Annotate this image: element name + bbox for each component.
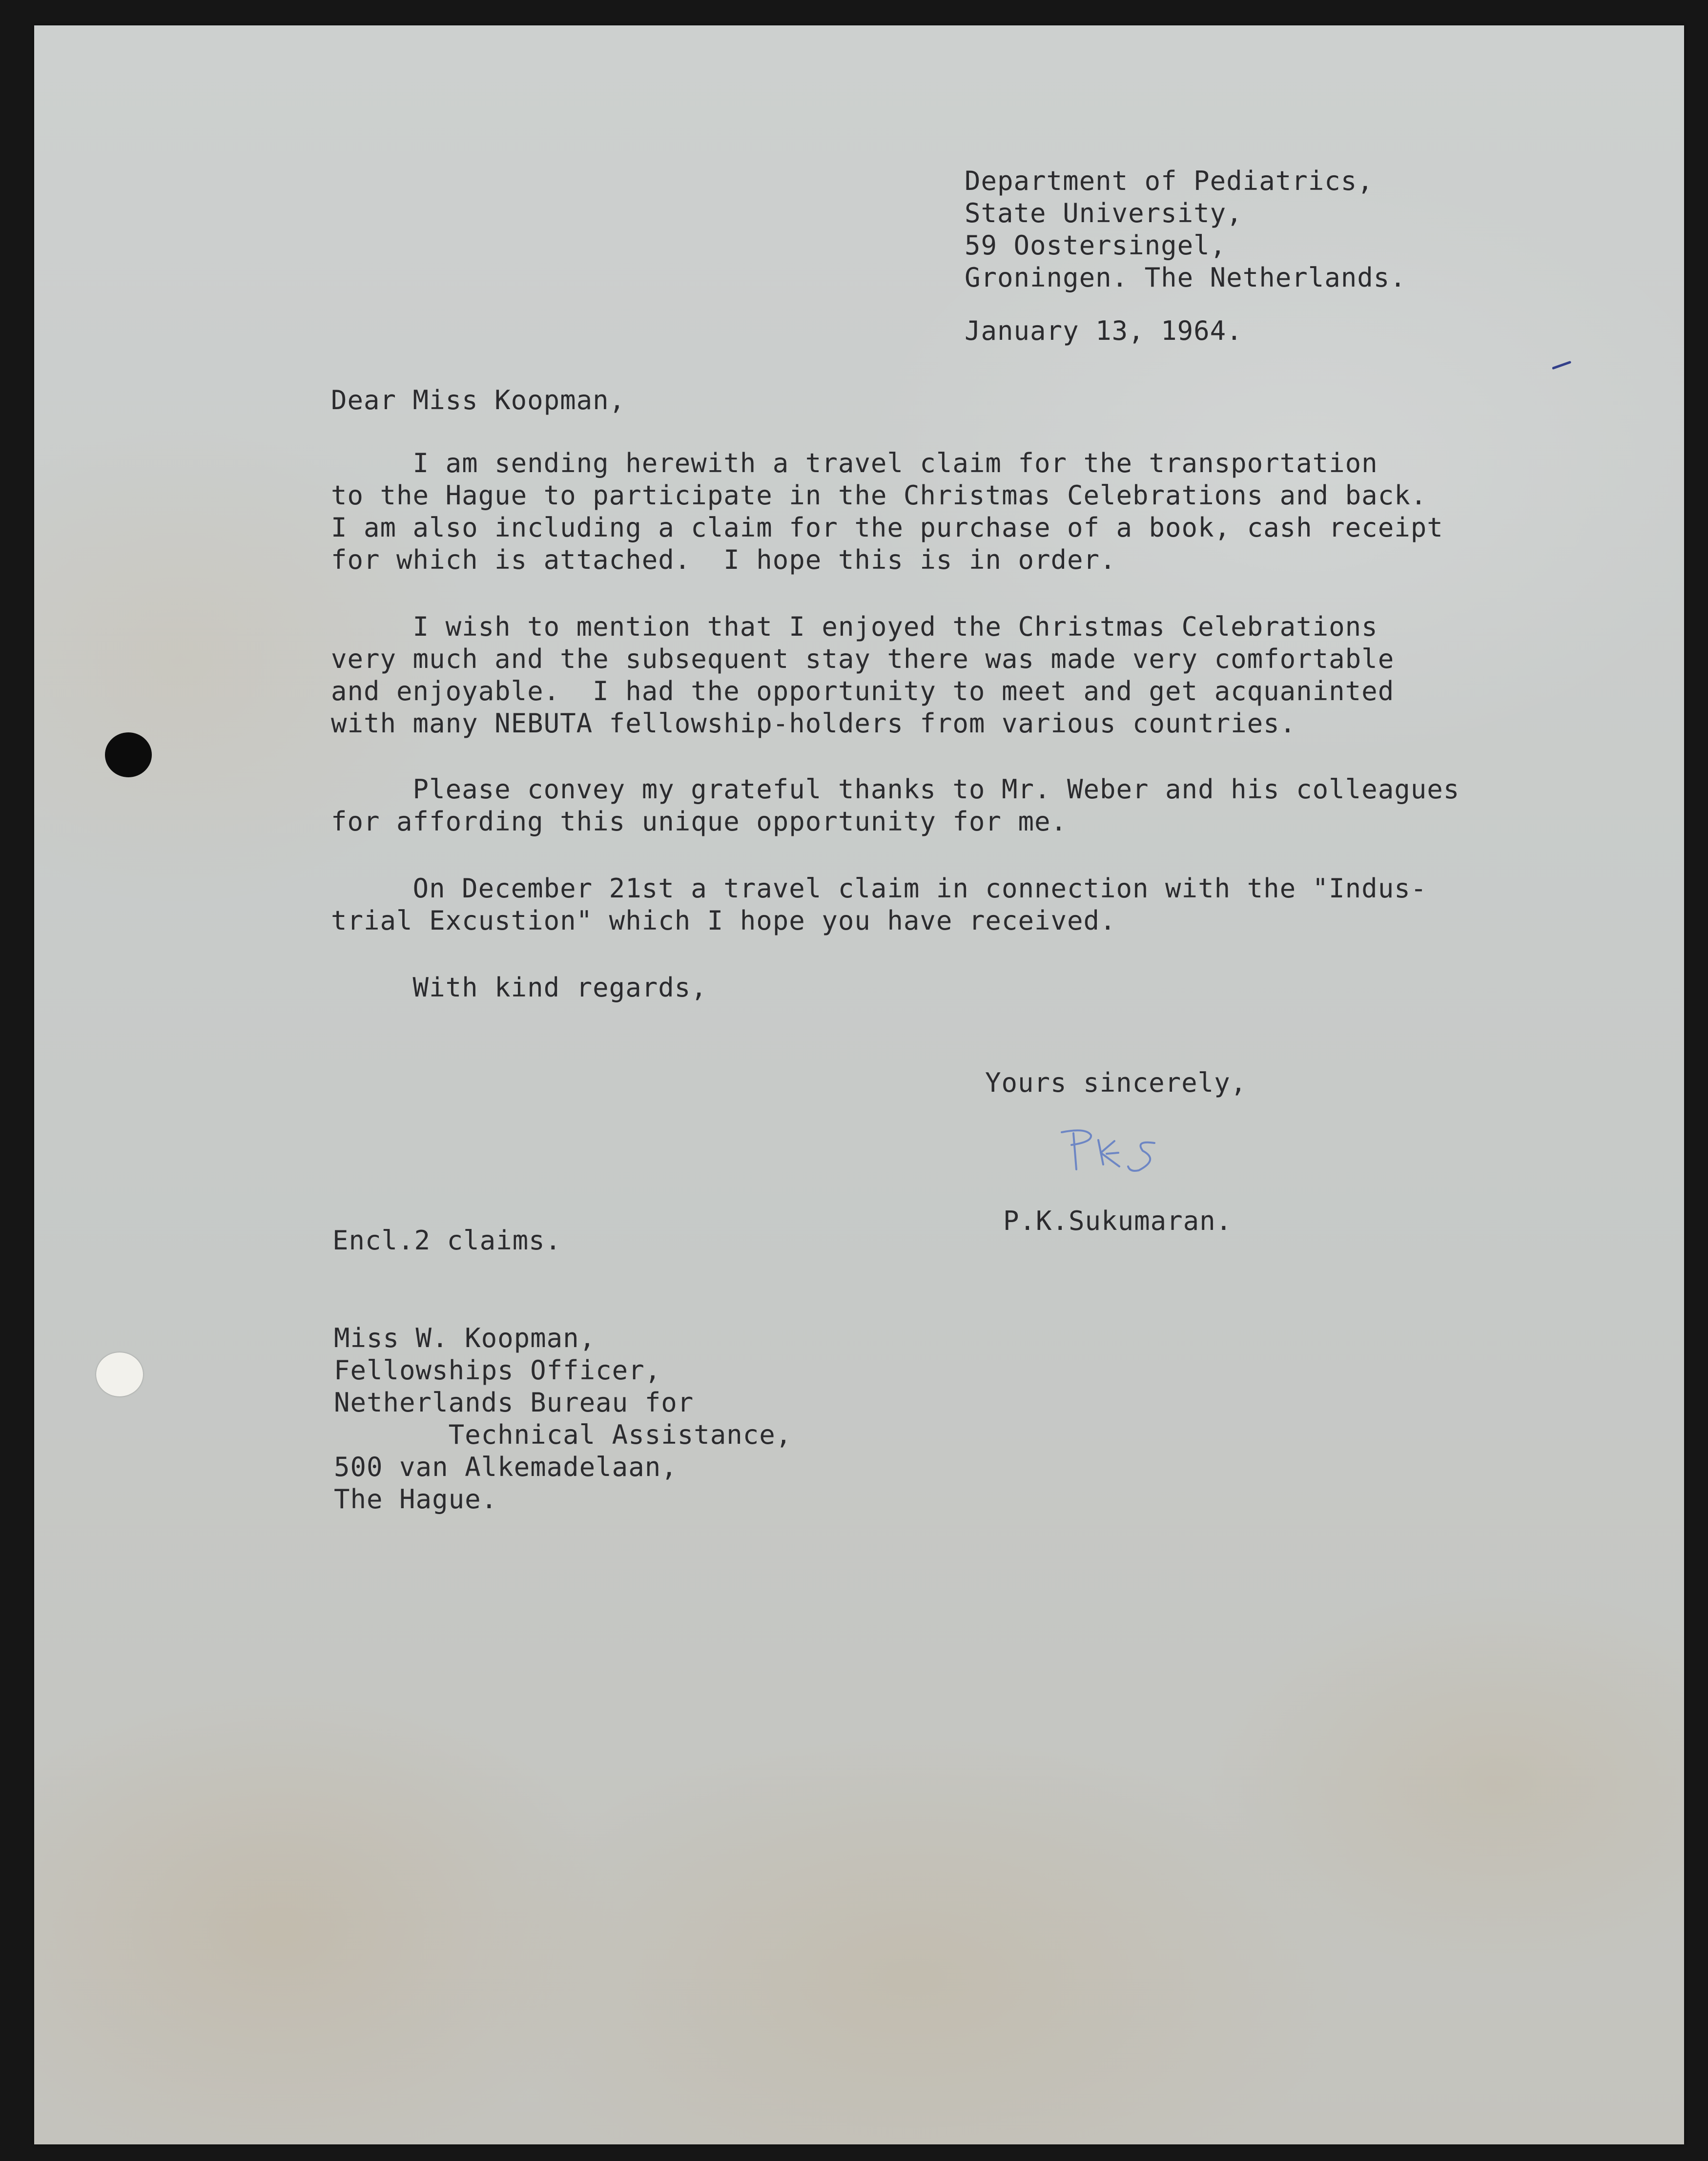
closing-regards: With kind regards, [331,972,707,1003]
complimentary-close: Yours sincerely, [985,1067,1247,1098]
body-line: with many NEBUTA fellowship-holders from various countries. [331,708,1296,739]
letter-date: January 13, 1964. [965,315,1243,346]
punch-hole-dark [105,732,152,777]
body-line: trial Excustion" which I hope you have received. [331,905,1116,936]
punch-hole-light [96,1352,143,1396]
ink-mark [1552,360,1572,370]
recipient-address-line: Miss W. Koopman, [334,1323,596,1353]
letter-paper [34,25,1684,2144]
recipient-address-line: The Hague. [334,1484,498,1515]
recipient-address-line: Technical Assistance, [334,1419,792,1450]
recipient-address-line: Netherlands Bureau for [334,1387,694,1418]
body-line: for affording this unique opportunity for me. [331,806,1067,837]
recipient-address-line: Fellowships Officer, [334,1355,661,1386]
body-line: Please convey my grateful thanks to Mr. Weber and his colleagues [331,774,1460,805]
body-line: for which is attached. I hope this is in order. [331,544,1116,575]
salutation: Dear Miss Koopman, [331,385,626,416]
sender-address-line: Groningen. The Netherlands. [965,262,1406,293]
recipient-address-line: 500 van Alkemadelaan, [334,1452,678,1482]
sender-address-line: State University, [965,198,1243,229]
enclosure-note: Encl.2 claims. [332,1225,562,1256]
signer-name: P.K.Sukumaran. [1003,1205,1233,1236]
body-line: and enjoyable. I had the opportunity to meet and get acquaninted [331,676,1395,706]
body-line: I am also including a claim for the purchase of a book, cash receipt [331,512,1443,543]
body-line: I am sending herewith a travel claim for the transportation [331,448,1378,478]
body-line: I wish to mention that I enjoyed the Christmas Celebrations [331,611,1378,642]
sender-address-line: Department of Pediatrics, [965,166,1374,196]
handwritten-signature [1057,1125,1179,1179]
body-line: very much and the subsequent stay there was made very comfortable [331,644,1395,674]
sender-address-line: 59 Oostersingel, [965,230,1227,261]
body-line: to the Hague to participate in the Christmas Celebrations and back. [331,480,1427,511]
body-line: On December 21st a travel claim in connection with the "Indus- [331,873,1427,904]
